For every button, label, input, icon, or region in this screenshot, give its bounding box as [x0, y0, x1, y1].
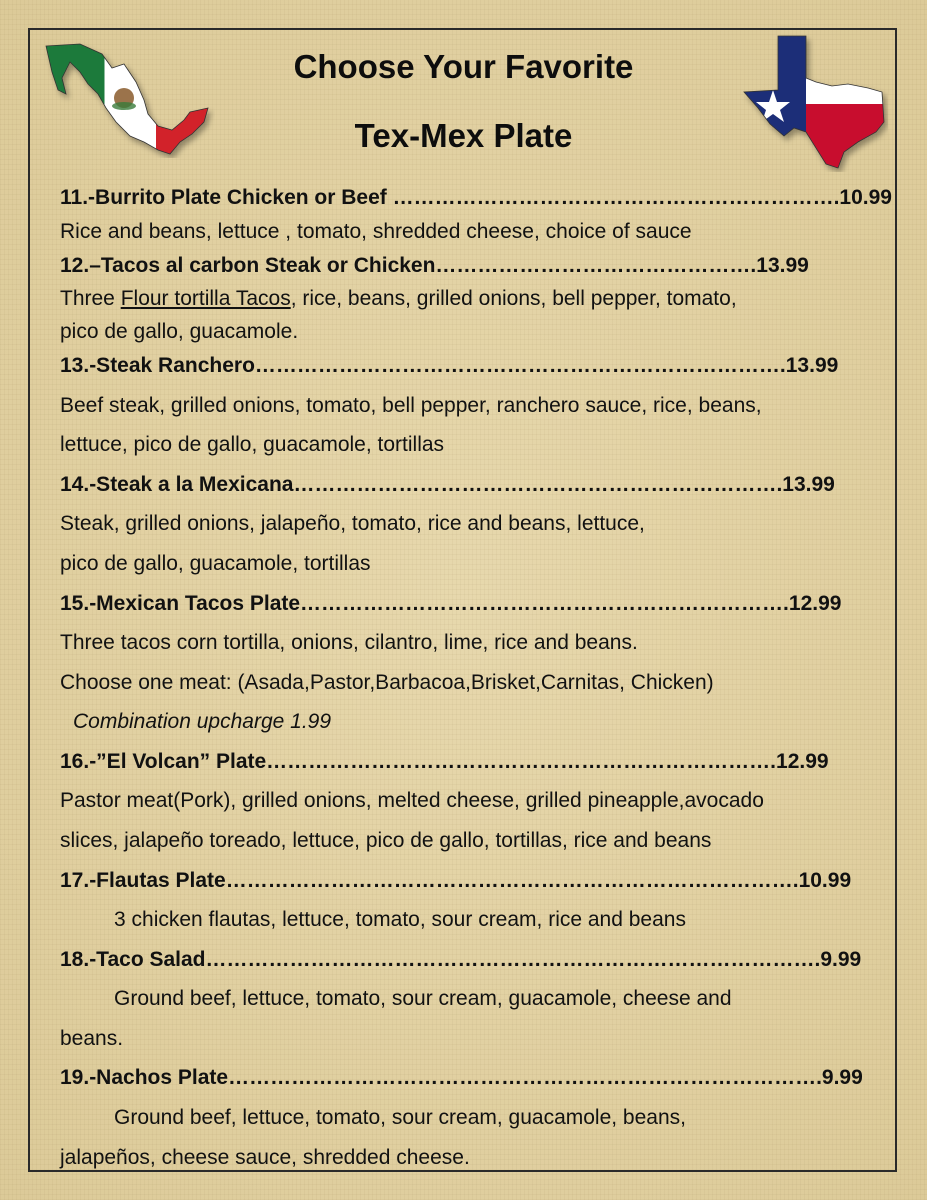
menu-item-16-heading: 16.-”El Volcan” Plate……………………………………………………………….12.99	[60, 750, 829, 773]
menu-item-18-heading: 18.-Taco Salad…………………………………………………………………………….9.99	[60, 948, 862, 971]
menu-item-17-description: 3 chicken flautas, lettuce, tomato, sour cream, rice and beans	[114, 908, 686, 931]
menu-item-17-heading: 17.-Flautas Plate……………………………………………………………………….10.99	[60, 869, 852, 892]
menu-item-12-description	[60, 285, 737, 313]
menu-item-13-description: Beef steak, grilled onions, tomato, bell pepper, ranchero sauce, rice, beans,	[60, 394, 762, 417]
menu-item-11-heading: 11.-Burrito Plate Chicken or Beef ……………………………………………………….10.99	[60, 186, 892, 209]
menu-item-14-description-2: pico de gallo, guacamole, tortillas	[60, 552, 371, 575]
menu-item-15-description: Three tacos corn tortilla, onions, cilantro, lime, rice and beans.	[60, 631, 638, 654]
menu-item-12-desc-suffix: , rice, beans, grilled onions, bell pepper, tomato,	[290, 287, 737, 310]
menu-item-11-description: Rice and beans, lettuce , tomato, shredded cheese, choice of sauce	[60, 220, 692, 243]
menu-item-14-description: Steak, grilled onions, jalapeño, tomato, rice and beans, lettuce,	[60, 512, 645, 535]
menu-item-18-description-2: beans.	[60, 1027, 124, 1050]
menu-title-line-1: Choose Your Favorite	[293, 48, 634, 85]
menu-item-15-note: Combination upcharge 1.99	[73, 710, 332, 733]
menu-item-13-description-2: lettuce, pico de gallo, guacamole, tortillas	[60, 433, 445, 456]
menu-item-19-heading: 19.-Nachos Plate………………………………………………………………………….9.99	[60, 1066, 863, 1089]
menu-item-13-heading: 13.-Steak Ranchero………………………………………………………………….13.99	[60, 354, 839, 377]
menu-item-12-desc-underlined: Flour tortilla Tacos	[120, 287, 291, 310]
menu-item-19-description: Ground beef, lettuce, tomato, sour cream, guacamole, beans,	[114, 1106, 686, 1129]
menu-item-16-description-2: slices, jalapeño toreado, lettuce, pico de gallo, tortillas, rice and beans	[60, 829, 712, 852]
menu-item-15-heading: 15.-Mexican Tacos Plate…………………………………………………………….12.99	[60, 592, 842, 615]
menu-item-18-description: Ground beef, lettuce, tomato, sour cream, guacamole, cheese and	[114, 987, 732, 1010]
menu-item-12-description-2: pico de gallo, guacamole.	[60, 320, 299, 343]
menu-item-19-description-2: jalapeños, cheese sauce, shredded cheese.	[60, 1146, 470, 1169]
menu-item-16-description: Pastor meat(Pork), grilled onions, melted cheese, grilled pineapple,avocado	[60, 789, 764, 812]
menu-item-14-heading: 14.-Steak a la Mexicana…………………………………………………………….13.99	[60, 473, 835, 496]
menu-item-12-heading: 12.–Tacos al carbon Steak or Chicken……………………………………….13.99	[60, 254, 809, 277]
menu-item-15-description-2: Choose one meat: (Asada,Pastor,Barbacoa,Brisket,Carnitas, Chicken)	[60, 671, 714, 694]
menu-item-12-desc-prefix: Three	[60, 287, 121, 310]
menu-title-line-2: Tex-Mex Plate	[354, 117, 573, 154]
